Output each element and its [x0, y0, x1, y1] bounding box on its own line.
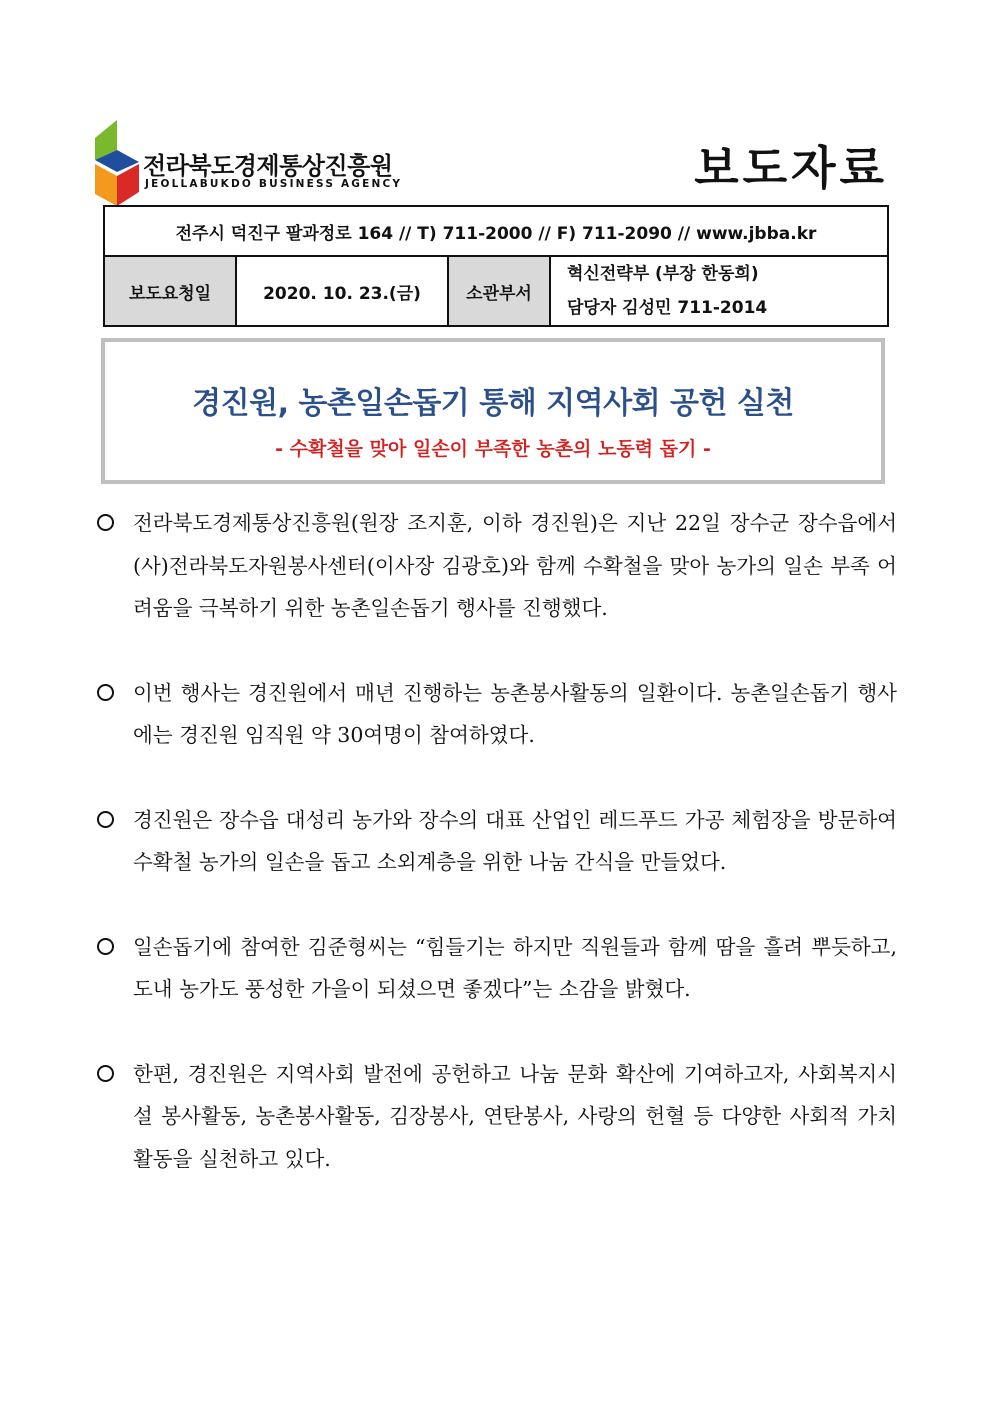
org-logo-icon — [95, 120, 139, 206]
dept-line-2: 담당자 김성민 711-2014 — [567, 298, 768, 318]
paragraph-text: 전라북도경제통상진흥원(원장 조지훈, 이하 경진원)은 지난 22일 장수군 장수읍에서 (사)전라북도자원봉사센터(이사장 김광호)와 함께 수확철을 맞아 농가의 일손 부족 어려움을 극복하기 위한 농촌일손돕기 행사를 진행했다. — [133, 511, 897, 620]
paragraph — [97, 502, 897, 630]
article-body — [97, 502, 897, 1222]
org-name-en: JEOLLABUKDO BUSINESS AGENCY — [145, 178, 403, 190]
headline-subtitle: - 수확철을 맞아 일손이 부족한 농촌의 노동력 돕기 - — [275, 438, 711, 460]
dept-label: 소관부서 — [448, 256, 550, 326]
paragraph-text: 경진원은 장수읍 대성리 농가와 장수의 대표 산업인 레드푸드 가공 체험장을 방문하여 수확철 농가의 일손을 돕고 소외계층을 위한 나눔 간식을 만들었다. — [133, 807, 897, 874]
bullet-circle-icon — [97, 502, 133, 545]
org-name-ko: 전라북도경제통상진흥원 — [143, 152, 393, 180]
request-row — [104, 256, 888, 326]
paragraph — [97, 926, 897, 1011]
paragraph — [97, 799, 897, 884]
info-table — [103, 205, 889, 327]
doc-type-heading: 보도자료 — [694, 141, 888, 195]
headline-title: 경진원, 농촌일손돕기 통해 지역사회 공헌 실천 — [192, 386, 794, 421]
request-date-label: 보도요청일 — [104, 256, 236, 326]
paragraph — [97, 672, 897, 757]
org-logo — [95, 120, 403, 210]
paragraph-text: 한편, 경진원은 지역사회 발전에 공헌하고 나눔 문화 확산에 기여하고자, 사회복지시설 봉사활동, 농촌봉사활동, 김장봉사, 연탄봉사, 사랑의 헌혈 등 다양한 사회적 가치 활동을 실천하고 있다. — [133, 1061, 897, 1171]
request-date: 2020. 10. 23.(금) — [236, 256, 448, 326]
headline-box — [101, 338, 885, 484]
bullet-circle-icon — [97, 926, 133, 969]
paragraph — [97, 1053, 897, 1181]
bullet-circle-icon — [97, 672, 133, 715]
paragraph-text: 일손돕기에 참여한 김준형씨는 “힘들기는 하지만 직원들과 함께 땀을 흘려 뿌듯하고, 도내 농가도 풍성한 가을이 되셨으면 좋겠다”는 소감을 밝혔다. — [133, 934, 897, 1001]
bullet-circle-icon — [97, 799, 133, 842]
dept-line-1: 혁신전략부 (부장 한동희) — [567, 264, 759, 284]
paragraph-text: 이번 행사는 경진원에서 매년 진행하는 농촌봉사활동의 일환이다. 농촌일손돕기 행사에는 경진원 임직원 약 30여명이 참여하였다. — [133, 680, 897, 747]
address-line: 전주시 덕진구 팔과정로 164 // T) 711-2000 // F) 711-2090 // www.jbba.kr — [104, 206, 888, 256]
address-row — [104, 206, 888, 256]
dept-info — [550, 256, 888, 326]
bullet-circle-icon — [97, 1053, 133, 1096]
